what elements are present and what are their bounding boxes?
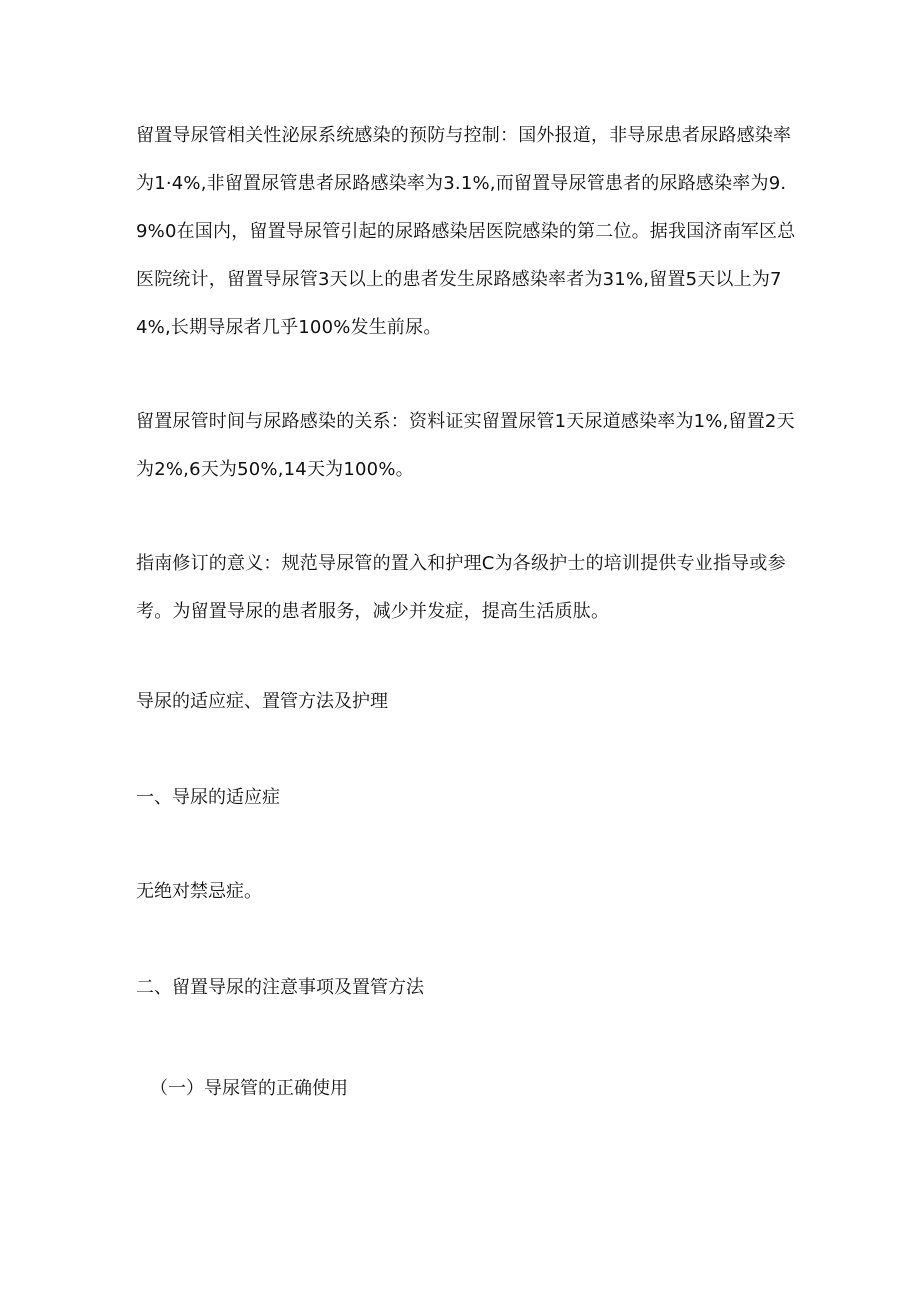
heading-precautions-methods: 二、留置导尿的注意事项及置管方法 xyxy=(136,977,424,998)
subheading-correct-use: （一）导尿管的正确使用 xyxy=(150,1078,348,1099)
paragraph-guideline-significance: 指南修订的意义：规范导尿管的置入和护理C为各级护士的培训提供专业指导或参考。为留置导尿的患者服务，减少并发症，提高生活质肽。 xyxy=(136,553,786,622)
section-title: 导尿的适应症、置管方法及护理 xyxy=(136,691,388,712)
paragraph-infection-prevention: 留置导尿管相关性泌尿系统感染的预防与控制：国外报道，非导尿患者尿路感染率为1·4%,非留置尿管患者尿路感染率为3.1%,而留置导尿管患者的尿路感染率为9.9%0在国内，留置导尿管引起的尿路感染居医院感染的第二位。据我国济南军区总医院统计，留置导尿管3天以上的患者发生尿路感染率者为31%,留置5天以上为74%,长期导尿者几乎100%发生前尿。 xyxy=(136,125,796,338)
text-no-contraindications: 无绝对禁忌症。 xyxy=(136,881,262,902)
paragraph-catheter-duration: 留置尿管时间与尿路感染的关系：资料证实留置尿管1天尿道感染率为1%,留置2天为2%,6天为50%,14天为100%。 xyxy=(136,411,795,480)
heading-indications: 一、导尿的适应症 xyxy=(136,787,280,808)
